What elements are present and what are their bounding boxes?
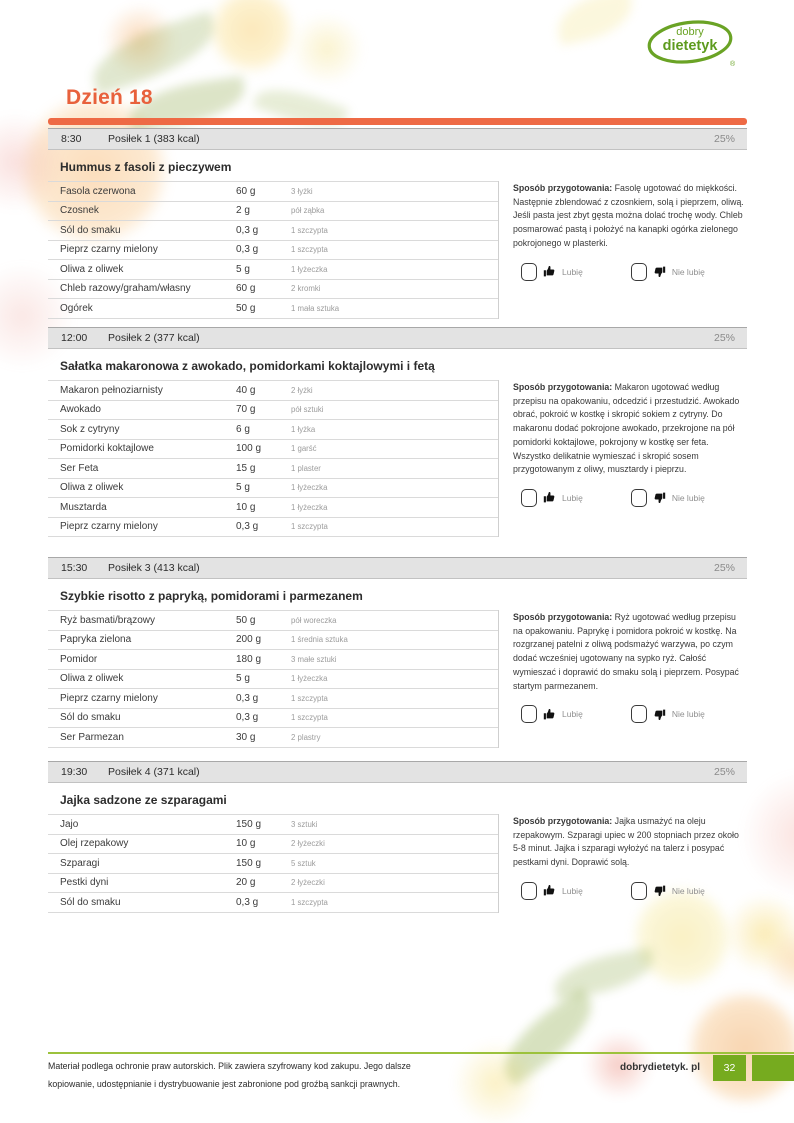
ingredient-name: Pestki dyni: [60, 877, 109, 889]
ingredient-measure: 5 sztuk: [291, 858, 316, 868]
ingredient-amount: 0,3 g: [236, 692, 259, 704]
ingredient-amount: 70 g: [236, 404, 256, 416]
ingredient-measure: 3 sztuki: [291, 819, 318, 829]
ingredient-measure: 1 szczypta: [291, 713, 328, 723]
ingredient-amount: 10 g: [236, 501, 256, 513]
ingredient-row: [48, 498, 498, 518]
ingredient-amount: 60 g: [236, 185, 256, 197]
ingredient-name: Chleb razowy/graham/własny: [60, 283, 191, 295]
meal-percent: 25%: [713, 766, 735, 778]
accent-bar: [48, 118, 747, 125]
meal: [48, 761, 747, 913]
ingredient-row: [48, 299, 498, 319]
dish-title: Hummus z fasoli z pieczywem: [60, 160, 232, 174]
dislike-checkbox[interactable]: [631, 263, 647, 281]
ingredient-name: Jajo: [60, 818, 79, 830]
footer-copyright-line1: Materiał podlega ochronie praw autorskich. Plik zawiera szyfrowany kod zakupu. Jego dalsze: [48, 1061, 411, 1071]
meal-body: [48, 610, 747, 748]
ingredient-row: [48, 835, 498, 855]
like-checkbox[interactable]: [521, 882, 537, 900]
ingredient-name: Makaron pełnoziarnisty: [60, 384, 163, 396]
thumb-up-icon: [543, 265, 556, 278]
ingredient-row: [48, 221, 498, 241]
ingredient-name: Sól do smaku: [60, 712, 121, 724]
meal-percent: 25%: [713, 562, 735, 574]
meal: [48, 128, 747, 319]
dish-title: Sałatka makaronowa z awokado, pomidorkami koktajlowymi i fetą: [60, 359, 435, 373]
ingredient-row: [48, 709, 498, 729]
ingredient-measure: 1 łyżeczka: [291, 674, 328, 684]
ingredient-row: [48, 874, 498, 894]
bg-leaf: [551, 947, 658, 1000]
meal: [48, 557, 747, 748]
ingredient-row: [48, 459, 498, 479]
prep-label: Sposób przygotowania:: [513, 612, 613, 622]
ingredient-measure: 1 łyżeczka: [291, 264, 328, 274]
meal-section-3: [48, 557, 747, 748]
ingredient-name: Pieprz czarny mielony: [60, 692, 158, 704]
ingredient-row: [48, 854, 498, 874]
ingredient-row: [48, 401, 498, 421]
bg-leaf: [552, 0, 637, 46]
dislike-label: Nie lubię: [671, 266, 705, 277]
ingredient-measure: 1 szczypta: [291, 522, 328, 532]
page-number-badge: [713, 1055, 746, 1081]
ingredient-measure: pół woreczka: [291, 615, 337, 625]
meal-percent: 25%: [713, 133, 735, 145]
prep-panel: [498, 181, 747, 319]
meal-section-2: [48, 327, 747, 537]
bg-orange-slice: [208, 0, 296, 74]
meal-title: Posiłek 1 (383 kcal): [108, 133, 200, 145]
bg-grapefruit: [742, 768, 794, 902]
ingredient-measure: 2 kromki: [291, 284, 321, 294]
ingredient-row: [48, 893, 498, 913]
dislike-checkbox[interactable]: [631, 882, 647, 900]
ingredient-measure: 1 mała sztuka: [291, 303, 340, 313]
prep-text: [513, 381, 747, 477]
ingredient-row: [48, 260, 498, 280]
ingredient-measure: 1 garść: [291, 444, 317, 454]
ingredient-name: Szparagi: [60, 857, 100, 869]
ingredient-amount: 150 g: [236, 857, 262, 869]
ingredient-row: [48, 420, 498, 440]
prep-label: Sposób przygotowania:: [513, 382, 613, 392]
meal-header: [48, 557, 747, 579]
ingredient-row: [48, 518, 498, 538]
meal-percent: 25%: [713, 332, 735, 344]
ingredient-name: Ogórek: [60, 302, 93, 314]
meal-time: 15:30: [61, 562, 88, 574]
meal-header: [48, 327, 747, 349]
ingredient-measure: 1 szczypta: [291, 245, 328, 255]
ingredient-amount: 100 g: [236, 443, 262, 455]
ingredient-amount: 40 g: [236, 384, 256, 396]
ingredient-measure: 3 małe sztuki: [291, 654, 337, 664]
ingredient-row: [48, 202, 498, 222]
ingredient-table: [48, 380, 498, 537]
footer-green-box: [752, 1055, 794, 1081]
ingredient-amount: 0,3 g: [236, 224, 259, 236]
like-row: [513, 705, 747, 723]
like-option[interactable]: [521, 882, 583, 900]
like-label: Lubię: [562, 266, 583, 277]
like-label: Lubię: [562, 709, 583, 720]
dish-title: Szybkie risotto z papryką, pomidorami i parmezanem: [60, 589, 363, 603]
ingredient-measure: 2 łyżeczki: [291, 878, 325, 888]
prep-text: [513, 611, 747, 693]
footer-copyright-line2: kopiowanie, udostępnianie i dystrybuowanie jest zabronione pod groźbą sankcji prawnych.: [48, 1078, 401, 1089]
prep-label: Sposób przygotowania:: [513, 816, 613, 826]
dislike-option[interactable]: [631, 705, 705, 723]
ingredient-name: Pieprz czarny mielony: [60, 244, 158, 256]
dislike-label: Nie lubię: [671, 885, 705, 896]
ingredient-amount: 150 g: [236, 818, 262, 830]
ingredient-measure: 2 łyżki: [291, 385, 313, 395]
ingredient-measure: 1 łyżeczka: [291, 502, 328, 512]
page-number: 32: [723, 1062, 736, 1074]
ingredient-table: [48, 814, 498, 913]
thumb-up-icon: [543, 491, 556, 504]
ingredient-amount: 5 g: [236, 482, 250, 494]
thumb-down-icon: [653, 265, 666, 278]
prep-panel: [498, 814, 747, 913]
prep-body: Ryż ugotować według przepisu na opakowaniu. Paprykę i pomidora pokroić w kostkę. Na rozgrzanej patelni z oliwą podsmażyć warzywa, po czym dodać wcześniej ugotowany na sypko ryż. Całość wymieszać i doprawić do smaku solą i pieprzem. Posypać startym parmezanem.: [513, 612, 739, 691]
ingredient-name: Sok z cytryny: [60, 423, 120, 435]
logo-text-top: dobry: [676, 26, 704, 38]
meal-title: Posiłek 3 (413 kcal): [108, 562, 200, 574]
ingredient-row: [48, 689, 498, 709]
like-option[interactable]: [521, 705, 583, 723]
prep-panel: [498, 380, 747, 537]
ingredient-row: [48, 631, 498, 651]
ingredient-amount: 20 g: [236, 877, 256, 889]
ingredient-amount: 50 g: [236, 614, 256, 626]
prep-body: Jajka usmażyć na oleju rzepakowym. Szparagi upiec w 200 stopniach przez około 5-8 minut. Jajka i szparagi wyłożyć na talerz i posypać pestkami dyni. Doprawić solą.: [513, 816, 739, 868]
dislike-checkbox[interactable]: [631, 705, 647, 723]
ingredient-amount: 0,3 g: [236, 244, 259, 256]
ingredient-row: [48, 670, 498, 690]
ingredient-measure: 1 szczypta: [291, 897, 328, 907]
dislike-label: Nie lubię: [671, 709, 705, 720]
thumb-up-icon: [543, 884, 556, 897]
like-label: Lubię: [562, 492, 583, 503]
bg-orange-fruit: [686, 992, 794, 1104]
ingredient-row: [48, 280, 498, 300]
ingredient-measure: 3 łyżki: [291, 186, 313, 196]
ingredient-row: [48, 479, 498, 499]
prep-body: Fasolę ugotować do miękkości. Następnie zblendować z czosnkiem, solą i pieprzem, oliwą. Jeśli pasta jest zbyt gęsta można dolać trochę wody. Chleb posmarować pastą i położyć na kanapki ogórka zielonego pokrojonego w plasterki.: [513, 183, 744, 248]
meal-section-4: [48, 761, 747, 913]
ingredient-measure: 2 łyżeczki: [291, 839, 325, 849]
page-title: Dzień 18: [66, 86, 153, 109]
ingredient-table: [48, 181, 498, 319]
brand-logo: [646, 16, 738, 68]
prep-panel: [498, 610, 747, 748]
ingredient-measure: 1 szczypta: [291, 693, 328, 703]
ingredient-table: [48, 610, 498, 748]
ingredient-name: Awokado: [60, 404, 101, 416]
ingredient-row: [48, 728, 498, 748]
ingredient-name: Czosnek: [60, 205, 99, 217]
prep-body: Makaron ugotować według przepisu na opakowaniu, odcedzić i przestudzić. Awokado obrać, pokroić w kostkę i skropić sokiem z cytryny. Do makaronu dodać pokrojone awokado, przekrojone na pół pomidorki koktajlowe, pokrojony w kostkę ser feta. Wszystko delikatnie wymieszać i skropić sosem przygotowanym z oliwy, musztardy i pieprzu.: [513, 382, 740, 475]
dislike-label: Nie lubię: [671, 492, 705, 503]
ingredient-amount: 6 g: [236, 423, 250, 435]
ingredient-name: Oliwa z oliwek: [60, 673, 124, 685]
ingredient-row: [48, 650, 498, 670]
ingredient-measure: pół sztuki: [291, 405, 324, 415]
ingredient-name: Sól do smaku: [60, 224, 121, 236]
ingredient-row: [48, 182, 498, 202]
logo-text-bottom: dietetyk: [662, 38, 718, 54]
dislike-option[interactable]: [631, 489, 705, 507]
ingredient-amount: 5 g: [236, 263, 250, 275]
dish-title: Jajka sadzone ze szparagami: [60, 793, 227, 807]
ingredient-amount: 15 g: [236, 462, 256, 474]
ingredient-amount: 0,3 g: [236, 521, 259, 533]
meal-header: [48, 761, 747, 783]
like-checkbox[interactable]: [521, 263, 537, 281]
meal-header: [48, 128, 747, 150]
prep-text: [513, 182, 747, 251]
ingredient-name: Fasola czerwona: [60, 185, 136, 197]
meal-body: [48, 181, 747, 319]
meal-time: 8:30: [61, 133, 82, 145]
ingredient-measure: pół ząbka: [291, 206, 325, 216]
ingredient-measure: 1 plaster: [291, 463, 321, 473]
like-checkbox[interactable]: [521, 705, 537, 723]
ingredient-measure: 1 szczypta: [291, 225, 328, 235]
like-option[interactable]: [521, 489, 583, 507]
registered-mark: ®: [730, 61, 736, 68]
ingredient-name: Ser Feta: [60, 462, 99, 474]
thumb-down-icon: [653, 491, 666, 504]
footer-divider: [48, 1052, 794, 1054]
ingredient-name: Musztarda: [60, 501, 107, 513]
ingredient-row: [48, 815, 498, 835]
ingredient-measure: 1 łyżka: [291, 424, 316, 434]
ingredient-row: [48, 611, 498, 631]
ingredient-name: Ryż basmati/brązowy: [60, 614, 156, 626]
ingredient-amount: 30 g: [236, 731, 256, 743]
ingredient-row: [48, 241, 498, 261]
ingredient-amount: 200 g: [236, 634, 262, 646]
ingredient-amount: 10 g: [236, 838, 256, 850]
ingredient-amount: 180 g: [236, 653, 262, 665]
meal-body: [48, 814, 747, 913]
thumb-up-icon: [543, 708, 556, 721]
like-checkbox[interactable]: [521, 489, 537, 507]
ingredient-measure: 1 średnia sztuka: [291, 635, 348, 645]
ingredient-row: [48, 440, 498, 460]
dislike-checkbox[interactable]: [631, 489, 647, 507]
ingredient-row: [48, 381, 498, 401]
ingredient-amount: 0,3 g: [236, 712, 259, 724]
meal-section-1: [48, 128, 747, 319]
meal: [48, 327, 747, 537]
ingredient-name: Papryka zielona: [60, 634, 132, 646]
meal-title: Posiłek 2 (377 kcal): [108, 332, 200, 344]
ingredient-name: Pomidorki koktajlowe: [60, 443, 154, 455]
ingredient-name: Ser Parmezan: [60, 731, 124, 743]
like-label: Lubię: [562, 885, 583, 896]
meal-time: 12:00: [61, 332, 88, 344]
ingredient-measure: 2 plastry: [291, 732, 321, 742]
footer-site-link[interactable]: dobrydietetyk. pl: [619, 1062, 700, 1073]
dislike-option[interactable]: [631, 882, 705, 900]
meal-time: 19:30: [61, 766, 88, 778]
prep-text: [513, 815, 747, 870]
meal-body: [48, 380, 747, 537]
like-option[interactable]: [521, 263, 583, 281]
ingredient-amount: 5 g: [236, 673, 250, 685]
like-row: [513, 489, 747, 507]
ingredient-amount: 50 g: [236, 302, 256, 314]
ingredient-amount: 0,3 g: [236, 896, 259, 908]
ingredient-name: Sól do smaku: [60, 896, 121, 908]
ingredient-name: Pieprz czarny mielony: [60, 521, 158, 533]
ingredient-amount: 60 g: [236, 283, 256, 295]
dislike-option[interactable]: [631, 263, 705, 281]
prep-label: Sposób przygotowania:: [513, 183, 613, 193]
thumb-down-icon: [653, 884, 666, 897]
ingredient-amount: 2 g: [236, 205, 250, 217]
ingredient-name: Pomidor: [60, 653, 98, 665]
ingredient-name: Olej rzepakowy: [60, 838, 129, 850]
meal-title: Posiłek 4 (371 kcal): [108, 766, 200, 778]
footer-copyright: [48, 1058, 528, 1093]
like-row: [513, 882, 747, 900]
thumb-down-icon: [653, 708, 666, 721]
like-row: [513, 263, 747, 281]
ingredient-name: Oliwa z oliwek: [60, 263, 124, 275]
ingredient-name: Oliwa z oliwek: [60, 482, 124, 494]
ingredient-measure: 1 łyżeczka: [291, 483, 328, 493]
